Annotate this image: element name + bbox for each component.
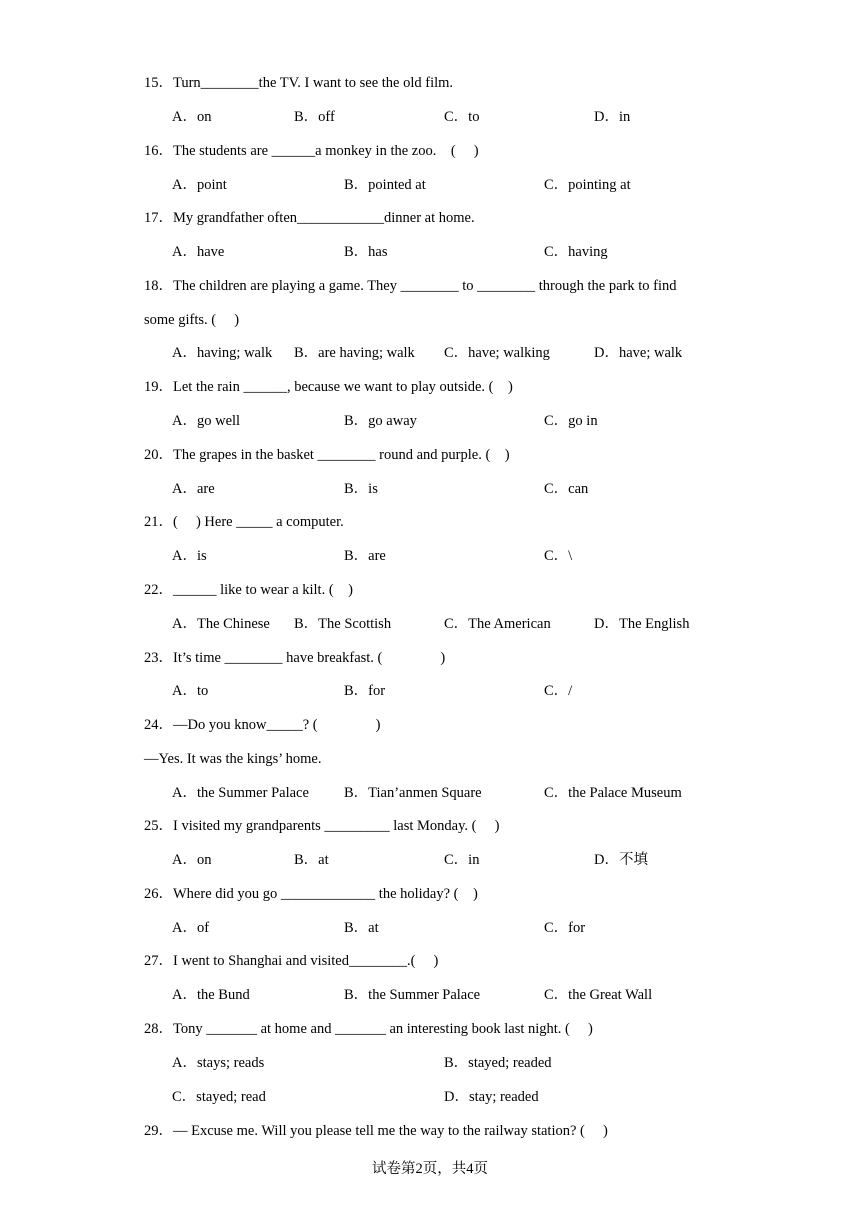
question-22-option-c: C．The American	[444, 616, 551, 632]
question-24-option-a: A．the Summer Palace	[172, 785, 309, 801]
question-22-option-a: A．The Chinese	[172, 616, 270, 632]
question-24-stem: 24．—Do you know_____? ( )	[144, 717, 381, 733]
question-17-stem: 17．My grandfather often____________dinner at home.	[144, 210, 475, 226]
question-22-option-d: D．The English	[594, 616, 690, 632]
question-20-stem: 20．The grapes in the basket ________ round and purple. ( )	[144, 447, 510, 463]
page-footer: 试卷第2页，共4页	[372, 1161, 488, 1177]
question-19-option-b: B．go away	[344, 413, 417, 429]
question-17-option-c: C．having	[544, 244, 608, 260]
question-22-stem: 22．______ like to wear a kilt. ( )	[144, 582, 353, 598]
question-28-option-b: B．stayed; readed	[444, 1055, 552, 1071]
question-20-option-c: C．can	[544, 481, 589, 497]
question-15-option-c: C．to	[444, 109, 480, 125]
question-25-stem: 25．I visited my grandparents _________ last Monday. ( )	[144, 818, 500, 834]
question-26-option-c: C．for	[544, 920, 586, 936]
question-24-option-b: B．Tian’anmen Square	[344, 785, 482, 801]
question-23-option-a: A．to	[172, 683, 209, 699]
question-25-option-d: D．不填	[594, 852, 648, 868]
question-16-option-b: B．pointed at	[344, 177, 426, 193]
question-15-option-b: B．off	[294, 109, 335, 125]
question-26-stem: 26．Where did you go _____________ the holiday? ( )	[144, 886, 478, 902]
question-18-option-d: D．have; walk	[594, 345, 683, 361]
question-23-stem: 23．It’s time ________ have breakfast. ( )	[144, 650, 446, 666]
question-24-dialogue-reply: —Yes. It was the kings’ home.	[144, 751, 322, 767]
question-19-stem: 19．Let the rain ______, because we want to play outside. ( )	[144, 379, 513, 395]
question-26-option-b: B．at	[344, 920, 379, 936]
question-21-option-c: C．\	[544, 548, 573, 564]
question-23-option-c: C．/	[544, 683, 573, 699]
question-15-stem: 15．Turn________the TV. I want to see the old film.	[144, 75, 454, 91]
question-18-option-b: B．are having; walk	[294, 345, 415, 361]
question-17-option-a: A．have	[172, 244, 225, 260]
question-17-option-b: B．has	[344, 244, 388, 260]
question-25-option-b: B．at	[294, 852, 329, 868]
question-27-stem: 27．I went to Shanghai and visited________.( )	[144, 953, 439, 969]
question-27-option-a: A．the Bund	[172, 987, 250, 1003]
question-28-option-d: D．stay; readed	[444, 1089, 539, 1105]
question-28-stem: 28．Tony _______ at home and _______ an interesting book last night. ( )	[144, 1021, 593, 1037]
question-20-option-a: A．are	[172, 481, 215, 497]
question-18-option-c: C．have; walking	[444, 345, 550, 361]
question-24-option-c: C．the Palace Museum	[544, 785, 682, 801]
question-21-option-a: A．is	[172, 548, 207, 564]
question-28-option-a: A．stays; reads	[172, 1055, 265, 1071]
question-18-stem: 18．The children are playing a game. They ________ to ________ through the park to find	[144, 278, 677, 294]
question-26-option-a: A．of	[172, 920, 210, 936]
question-19-option-a: A．go well	[172, 413, 241, 429]
question-15-option-d: D．in	[594, 109, 631, 125]
question-21-option-b: B．are	[344, 548, 386, 564]
question-16-option-c: C．pointing at	[544, 177, 631, 193]
question-15-option-a: A．on	[172, 109, 212, 125]
question-16-option-a: A．point	[172, 177, 227, 193]
question-28-option-c: C．stayed; read	[172, 1089, 266, 1105]
question-19-option-c: C．go in	[544, 413, 598, 429]
question-21-stem: 21．( ) Here _____ a computer.	[144, 514, 344, 530]
question-27-option-c: C．the Great Wall	[544, 987, 653, 1003]
question-25-option-c: C．in	[444, 852, 480, 868]
question-20-option-b: B．is	[344, 481, 378, 497]
question-25-option-a: A．on	[172, 852, 212, 868]
question-18-stem-continued: some gifts. ( )	[144, 312, 240, 328]
question-22-option-b: B．The Scottish	[294, 616, 392, 632]
question-18-option-a: A．having; walk	[172, 345, 273, 361]
question-27-option-b: B．the Summer Palace	[344, 987, 481, 1003]
question-23-option-b: B．for	[344, 683, 386, 699]
question-16-stem: 16．The students are ______a monkey in the zoo. ( )	[144, 143, 479, 159]
question-29-stem: 29．— Excuse me. Will you please tell me the way to the railway station? ( )	[144, 1123, 608, 1139]
